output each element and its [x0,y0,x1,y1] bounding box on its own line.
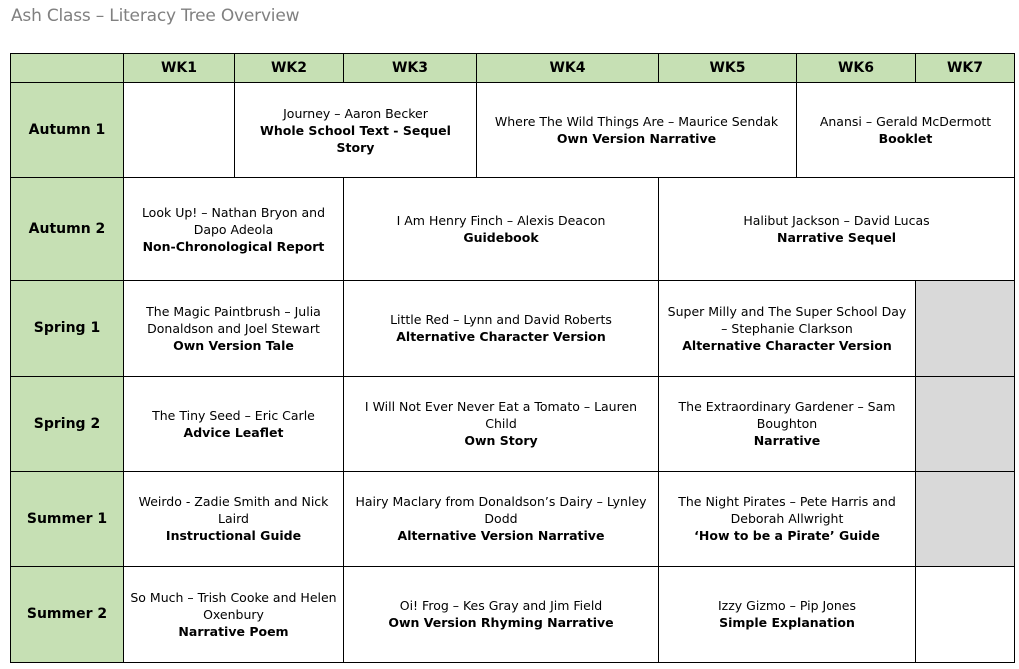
term-row-autumn-1 [11,83,1015,178]
week-header-2: WK2 [235,54,344,83]
book-title: Where The Wild Things Are – Maurice Sendak [494,114,779,130]
week-header-7: WK7 [916,54,1015,83]
unit-cell [235,83,477,178]
book-title: Oi! Frog – Kes Gray and Jim Field [399,598,603,614]
week-header-3: WK3 [344,54,477,83]
writing-outcome: Narrative [753,433,821,449]
book-title: The Extraordinary Gardener – Sam Boughton [678,399,896,432]
term-label: Spring 2 [11,376,124,471]
unit-cell [344,566,659,662]
unit-cell [659,566,916,662]
writing-outcome: Narrative Poem [178,623,289,639]
book-title: The Magic Paintbrush – Julia Donaldson and Joel Stewart [146,303,321,336]
book-title: Hairy Maclary from Donaldson’s Dairy – Lynley Dodd [355,494,647,527]
unit-cell [124,471,344,566]
term-row-spring-2 [11,376,1015,471]
writing-outcome: Own Version Tale [173,337,294,353]
literacy-overview-table [10,53,1015,663]
blocked-week-cell [916,376,1015,471]
week-header-6: WK6 [797,54,916,83]
writing-outcome: Whole School Text - Sequel Story [260,122,451,155]
blocked-week-cell [916,471,1015,566]
week-header-1: WK1 [124,54,235,83]
term-row-autumn-2 [11,178,1015,281]
book-title: I Will Not Ever Never Eat a Tomato – Lauren Child [364,399,638,432]
corner-cell [11,54,124,83]
week-header-5: WK5 [659,54,797,83]
unit-cell [124,83,235,178]
writing-outcome: Own Version Narrative [556,131,717,147]
unit-cell [659,281,916,376]
writing-outcome: Alternative Character Version [682,337,892,353]
writing-outcome: Booklet [878,131,933,147]
unit-cell [916,566,1015,662]
term-row-summer-1 [11,471,1015,566]
unit-cell [124,566,344,662]
writing-outcome: Narrative Sequel [777,230,896,246]
writing-outcome: Instructional Guide [165,528,302,544]
unit-cell [797,83,1015,178]
book-title: Izzy Gizmo – Pip Jones [717,598,857,614]
book-title: Super Milly and The Super School Day – Stephanie Clarkson [667,303,907,336]
unit-cell [659,471,916,566]
writing-outcome: Own Story [464,433,538,449]
term-label: Spring 1 [11,281,124,376]
unit-cell [124,376,344,471]
book-title: Halibut Jackson – David Lucas [743,213,930,229]
writing-outcome: Alternative Character Version [396,329,606,345]
term-label: Autumn 1 [11,83,124,178]
page-title: Ash Class – Literacy Tree Overview [11,6,300,26]
unit-cell [124,178,344,281]
unit-cell [344,178,659,281]
term-label: Summer 1 [11,471,124,566]
writing-outcome: Own Version Rhyming Narrative [388,615,614,631]
term-row-spring-1 [11,281,1015,376]
book-title: Little Red – Lynn and David Roberts [390,312,612,328]
writing-outcome: Non-Chronological Report [142,238,325,254]
header-row [11,54,1015,83]
term-row-summer-2 [11,566,1015,662]
writing-outcome: Advice Leaflet [183,424,284,440]
book-title: Look Up! – Nathan Bryon and Dapo Adeola [141,204,326,237]
unit-cell [344,471,659,566]
unit-cell [477,83,797,178]
week-header-4: WK4 [477,54,659,83]
book-title: The Tiny Seed – Eric Carle [152,407,315,423]
writing-outcome: Guidebook [463,230,539,246]
book-title: Journey – Aaron Becker [283,105,428,121]
writing-outcome: Simple Explanation [719,615,855,631]
book-title: I Am Henry Finch – Alexis Deacon [396,213,606,229]
book-title: Weirdo - Zadie Smith and Nick Laird [138,494,329,527]
writing-outcome: Alternative Version Narrative [397,528,605,544]
unit-cell [659,376,916,471]
term-label: Summer 2 [11,566,124,662]
unit-cell [344,281,659,376]
term-label: Autumn 2 [11,178,124,281]
book-title: The Night Pirates – Pete Harris and Deborah Allwright [678,494,896,527]
unit-cell [124,281,344,376]
unit-cell [659,178,1015,281]
blocked-week-cell [916,281,1015,376]
book-title: Anansi – Gerald McDermott [819,114,992,130]
writing-outcome: ‘How to be a Pirate’ Guide [694,528,880,544]
unit-cell [344,376,659,471]
book-title: So Much – Trish Cooke and Helen Oxenbury [130,589,337,622]
